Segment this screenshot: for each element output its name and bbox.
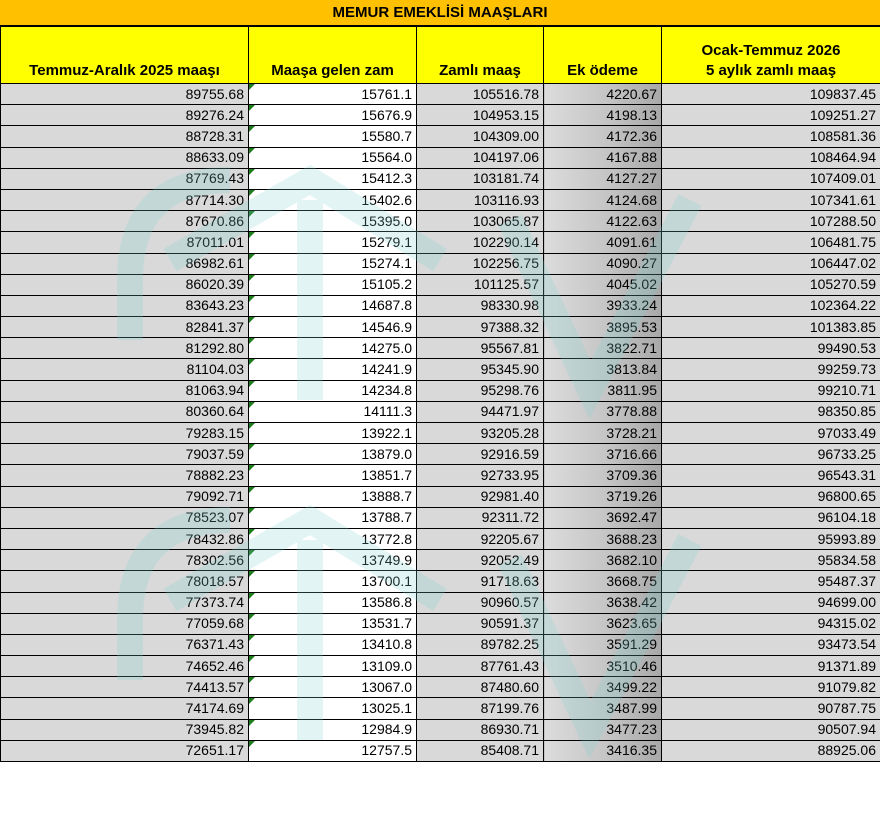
cell-zamli-maas[interactable]: 95345.90 [417, 359, 544, 380]
table-row [1, 253, 880, 274]
table-row [1, 677, 880, 698]
cell-zamli-maas[interactable]: 104309.00 [417, 126, 544, 147]
cell-ek-odeme[interactable]: 3477.23 [544, 719, 662, 740]
cell-ocak-temmuz-2026[interactable]: 96543.31 [662, 465, 880, 486]
table-row [1, 380, 880, 401]
cell-ocak-temmuz-2026[interactable]: 107341.61 [662, 189, 880, 210]
table-row [1, 613, 880, 634]
cell-zamli-maas[interactable]: 92052.49 [417, 550, 544, 571]
cell-ocak-temmuz-2026[interactable]: 96104.18 [662, 507, 880, 528]
cell-ocak-temmuz-2026[interactable]: 102364.22 [662, 295, 880, 316]
cell-maasa-gelen-zam[interactable]: 12757.5 [249, 740, 417, 761]
cell-temmuz-aralik-2025[interactable]: 89276.24 [1, 105, 249, 126]
cell-maasa-gelen-zam[interactable]: 14546.9 [249, 317, 417, 338]
cell-ocak-temmuz-2026[interactable]: 106481.75 [662, 232, 880, 253]
cell-ek-odeme[interactable]: 4172.36 [544, 126, 662, 147]
table-row [1, 295, 880, 316]
table-row [1, 317, 880, 338]
cell-ek-odeme[interactable]: 4090.27 [544, 253, 662, 274]
cell-ek-odeme[interactable]: 3688.23 [544, 528, 662, 549]
cell-temmuz-aralik-2025[interactable]: 81292.80 [1, 338, 249, 359]
table-row [1, 571, 880, 592]
cell-zamli-maas[interactable]: 102256.75 [417, 253, 544, 274]
cell-ocak-temmuz-2026[interactable]: 91079.82 [662, 677, 880, 698]
cell-temmuz-aralik-2025[interactable]: 80360.64 [1, 401, 249, 422]
cell-temmuz-aralik-2025[interactable]: 77059.68 [1, 613, 249, 634]
cell-temmuz-aralik-2025[interactable]: 88633.09 [1, 147, 249, 168]
cell-ek-odeme[interactable]: 4198.13 [544, 105, 662, 126]
cell-zamli-maas[interactable]: 103181.74 [417, 168, 544, 189]
cell-temmuz-aralik-2025[interactable]: 72651.17 [1, 740, 249, 761]
cell-zamli-maas[interactable]: 101125.57 [417, 274, 544, 295]
column-header-maasa-gelen-zam: Maaşa gelen zam [249, 27, 417, 84]
cell-zamli-maas[interactable]: 87199.76 [417, 698, 544, 719]
cell-zamli-maas[interactable]: 94471.97 [417, 401, 544, 422]
cell-ek-odeme[interactable]: 3728.21 [544, 423, 662, 444]
cell-zamli-maas[interactable]: 91718.63 [417, 571, 544, 592]
column-header-zamli-maas: Zamlı maaş [417, 27, 544, 84]
table-row [1, 465, 880, 486]
table-row [1, 740, 880, 761]
cell-zamli-maas[interactable]: 102290.14 [417, 232, 544, 253]
cell-maasa-gelen-zam[interactable]: 14234.8 [249, 380, 417, 401]
cell-maasa-gelen-zam[interactable]: 15274.1 [249, 253, 417, 274]
table-row [1, 698, 880, 719]
cell-temmuz-aralik-2025[interactable]: 87769.43 [1, 168, 249, 189]
cell-temmuz-aralik-2025[interactable]: 82841.37 [1, 317, 249, 338]
cell-ek-odeme[interactable]: 3591.29 [544, 634, 662, 655]
cell-ek-odeme[interactable]: 4220.67 [544, 84, 662, 105]
cell-maasa-gelen-zam[interactable]: 13922.1 [249, 423, 417, 444]
cell-maasa-gelen-zam[interactable]: 15412.3 [249, 168, 417, 189]
cell-ocak-temmuz-2026[interactable]: 96733.25 [662, 444, 880, 465]
cell-ocak-temmuz-2026[interactable]: 98350.85 [662, 401, 880, 422]
cell-temmuz-aralik-2025[interactable]: 83643.23 [1, 295, 249, 316]
cell-ocak-temmuz-2026[interactable]: 101383.85 [662, 317, 880, 338]
cell-maasa-gelen-zam[interactable]: 13788.7 [249, 507, 417, 528]
cell-zamli-maas[interactable]: 87761.43 [417, 656, 544, 677]
cell-ocak-temmuz-2026[interactable]: 94699.00 [662, 592, 880, 613]
cell-temmuz-aralik-2025[interactable]: 86020.39 [1, 274, 249, 295]
cell-maasa-gelen-zam[interactable]: 15676.9 [249, 105, 417, 126]
table-row [1, 507, 880, 528]
cell-ek-odeme[interactable]: 3623.65 [544, 613, 662, 634]
table-row [1, 126, 880, 147]
cell-ek-odeme[interactable]: 3933.24 [544, 295, 662, 316]
table-row [1, 232, 880, 253]
cell-temmuz-aralik-2025[interactable]: 74652.46 [1, 656, 249, 677]
cell-maasa-gelen-zam[interactable]: 14111.3 [249, 401, 417, 422]
cell-ocak-temmuz-2026[interactable]: 99210.71 [662, 380, 880, 401]
cell-ek-odeme[interactable]: 3778.88 [544, 401, 662, 422]
cell-ocak-temmuz-2026[interactable]: 97033.49 [662, 423, 880, 444]
cell-ocak-temmuz-2026[interactable]: 95834.58 [662, 550, 880, 571]
cell-ek-odeme[interactable]: 3692.47 [544, 507, 662, 528]
cell-ocak-temmuz-2026[interactable]: 91371.89 [662, 656, 880, 677]
cell-zamli-maas[interactable]: 98330.98 [417, 295, 544, 316]
cell-maasa-gelen-zam[interactable]: 13586.8 [249, 592, 417, 613]
cell-maasa-gelen-zam[interactable]: 13888.7 [249, 486, 417, 507]
cell-zamli-maas[interactable]: 90591.37 [417, 613, 544, 634]
table-row [1, 168, 880, 189]
cell-temmuz-aralik-2025[interactable]: 78432.86 [1, 528, 249, 549]
cell-zamli-maas[interactable]: 85408.71 [417, 740, 544, 761]
cell-ek-odeme[interactable]: 4045.02 [544, 274, 662, 295]
column-header-ocak-temmuz-2026 [662, 27, 880, 84]
cell-temmuz-aralik-2025[interactable]: 87011.01 [1, 232, 249, 253]
cell-zamli-maas[interactable]: 95567.81 [417, 338, 544, 359]
cell-maasa-gelen-zam[interactable]: 15105.2 [249, 274, 417, 295]
table-row [1, 105, 880, 126]
cell-temmuz-aralik-2025[interactable]: 78018.57 [1, 571, 249, 592]
cell-ek-odeme[interactable]: 3719.26 [544, 486, 662, 507]
cell-ocak-temmuz-2026[interactable]: 93473.54 [662, 634, 880, 655]
cell-zamli-maas[interactable]: 92311.72 [417, 507, 544, 528]
table-row [1, 274, 880, 295]
table-row [1, 444, 880, 465]
cell-temmuz-aralik-2025[interactable]: 87714.30 [1, 189, 249, 210]
header-row [1, 27, 880, 84]
cell-temmuz-aralik-2025[interactable]: 78523.07 [1, 507, 249, 528]
cell-temmuz-aralik-2025[interactable]: 76371.43 [1, 634, 249, 655]
cell-ek-odeme[interactable]: 4167.88 [544, 147, 662, 168]
cell-ocak-temmuz-2026[interactable]: 96800.65 [662, 486, 880, 507]
salary-table [0, 26, 880, 762]
cell-ocak-temmuz-2026[interactable]: 107409.01 [662, 168, 880, 189]
column-header-line-2: 5 aylık zamlı maaş [705, 62, 837, 79]
cell-maasa-gelen-zam[interactable]: 13879.0 [249, 444, 417, 465]
cell-zamli-maas[interactable]: 92205.67 [417, 528, 544, 549]
cell-temmuz-aralik-2025[interactable]: 78302.56 [1, 550, 249, 571]
cell-temmuz-aralik-2025[interactable]: 81063.94 [1, 380, 249, 401]
cell-maasa-gelen-zam[interactable]: 13410.8 [249, 634, 417, 655]
cell-zamli-maas[interactable]: 105516.78 [417, 84, 544, 105]
cell-maasa-gelen-zam[interactable]: 15761.1 [249, 84, 417, 105]
cell-zamli-maas[interactable]: 92733.95 [417, 465, 544, 486]
cell-ocak-temmuz-2026[interactable]: 99490.53 [662, 338, 880, 359]
cell-maasa-gelen-zam[interactable]: 15402.6 [249, 189, 417, 210]
cell-zamli-maas[interactable]: 104953.15 [417, 105, 544, 126]
cell-maasa-gelen-zam[interactable]: 14241.9 [249, 359, 417, 380]
cell-ek-odeme[interactable]: 3487.99 [544, 698, 662, 719]
table-row [1, 719, 880, 740]
cell-ocak-temmuz-2026[interactable]: 106447.02 [662, 253, 880, 274]
table-row [1, 211, 880, 232]
cell-ocak-temmuz-2026[interactable]: 95487.37 [662, 571, 880, 592]
cell-zamli-maas[interactable]: 92916.59 [417, 444, 544, 465]
cell-ocak-temmuz-2026[interactable]: 108581.36 [662, 126, 880, 147]
cell-maasa-gelen-zam[interactable]: 13109.0 [249, 656, 417, 677]
cell-ek-odeme[interactable]: 3709.36 [544, 465, 662, 486]
cell-ek-odeme[interactable]: 3682.10 [544, 550, 662, 571]
cell-ocak-temmuz-2026[interactable]: 90787.75 [662, 698, 880, 719]
cell-ocak-temmuz-2026[interactable]: 99259.73 [662, 359, 880, 380]
table-row [1, 550, 880, 571]
cell-maasa-gelen-zam[interactable]: 15279.1 [249, 232, 417, 253]
cell-ocak-temmuz-2026[interactable]: 105270.59 [662, 274, 880, 295]
cell-maasa-gelen-zam[interactable]: 15564.0 [249, 147, 417, 168]
cell-temmuz-aralik-2025[interactable]: 79092.71 [1, 486, 249, 507]
table-row [1, 592, 880, 613]
cell-maasa-gelen-zam[interactable]: 13772.8 [249, 528, 417, 549]
cell-temmuz-aralik-2025[interactable]: 78882.23 [1, 465, 249, 486]
cell-ek-odeme[interactable]: 4122.63 [544, 211, 662, 232]
cell-temmuz-aralik-2025[interactable]: 73945.82 [1, 719, 249, 740]
table-row [1, 656, 880, 677]
table-row [1, 634, 880, 655]
table-row [1, 359, 880, 380]
cell-zamli-maas[interactable]: 103116.93 [417, 189, 544, 210]
table-row [1, 486, 880, 507]
cell-maasa-gelen-zam[interactable]: 13531.7 [249, 613, 417, 634]
cell-ocak-temmuz-2026[interactable]: 95993.89 [662, 528, 880, 549]
cell-maasa-gelen-zam[interactable]: 13067.0 [249, 677, 417, 698]
cell-ek-odeme[interactable]: 3716.66 [544, 444, 662, 465]
cell-temmuz-aralik-2025[interactable]: 89755.68 [1, 84, 249, 105]
cell-ek-odeme[interactable]: 3895.53 [544, 317, 662, 338]
table-row [1, 189, 880, 210]
cell-ek-odeme[interactable]: 4127.27 [544, 168, 662, 189]
table-row [1, 147, 880, 168]
cell-ek-odeme[interactable]: 3416.35 [544, 740, 662, 761]
cell-ek-odeme[interactable]: 4091.61 [544, 232, 662, 253]
cell-temmuz-aralik-2025[interactable]: 81104.03 [1, 359, 249, 380]
cell-ek-odeme[interactable]: 4124.68 [544, 189, 662, 210]
cell-ocak-temmuz-2026[interactable]: 107288.50 [662, 211, 880, 232]
cell-ocak-temmuz-2026[interactable]: 108464.94 [662, 147, 880, 168]
table-title: MEMUR EMEKLİSİ MAAŞLARI [0, 0, 880, 26]
cell-maasa-gelen-zam[interactable]: 12984.9 [249, 719, 417, 740]
cell-ocak-temmuz-2026[interactable]: 88925.06 [662, 740, 880, 761]
cell-maasa-gelen-zam[interactable]: 15580.7 [249, 126, 417, 147]
cell-zamli-maas[interactable]: 104197.06 [417, 147, 544, 168]
cell-ek-odeme[interactable]: 3510.46 [544, 656, 662, 677]
table-row [1, 84, 880, 105]
cell-temmuz-aralik-2025[interactable]: 74413.57 [1, 677, 249, 698]
cell-ocak-temmuz-2026[interactable]: 90507.94 [662, 719, 880, 740]
cell-temmuz-aralik-2025[interactable]: 87670.86 [1, 211, 249, 232]
cell-temmuz-aralik-2025[interactable]: 74174.69 [1, 698, 249, 719]
cell-zamli-maas[interactable]: 90960.57 [417, 592, 544, 613]
cell-temmuz-aralik-2025[interactable]: 86982.61 [1, 253, 249, 274]
cell-temmuz-aralik-2025[interactable]: 79283.15 [1, 423, 249, 444]
cell-maasa-gelen-zam[interactable]: 13749.9 [249, 550, 417, 571]
table-row [1, 423, 880, 444]
column-header-temmuz-aralik-2025: Temmuz-Aralık 2025 maaşı [1, 27, 249, 84]
cell-zamli-maas[interactable]: 89782.25 [417, 634, 544, 655]
cell-maasa-gelen-zam[interactable]: 14687.8 [249, 295, 417, 316]
cell-temmuz-aralik-2025[interactable]: 77373.74 [1, 592, 249, 613]
table-body [1, 84, 880, 762]
cell-zamli-maas[interactable]: 95298.76 [417, 380, 544, 401]
cell-ek-odeme[interactable]: 3811.95 [544, 380, 662, 401]
cell-maasa-gelen-zam[interactable]: 13851.7 [249, 465, 417, 486]
cell-ocak-temmuz-2026[interactable]: 109837.45 [662, 84, 880, 105]
cell-zamli-maas[interactable]: 103065.87 [417, 211, 544, 232]
cell-ek-odeme[interactable]: 3499.22 [544, 677, 662, 698]
cell-zamli-maas[interactable]: 86930.71 [417, 719, 544, 740]
table-row [1, 401, 880, 422]
column-header-ek-odeme: Ek ödeme [544, 27, 662, 84]
cell-ek-odeme[interactable]: 3668.75 [544, 571, 662, 592]
cell-maasa-gelen-zam[interactable]: 14275.0 [249, 338, 417, 359]
cell-ocak-temmuz-2026[interactable]: 94315.02 [662, 613, 880, 634]
cell-temmuz-aralik-2025[interactable]: 79037.59 [1, 444, 249, 465]
cell-ocak-temmuz-2026[interactable]: 109251.27 [662, 105, 880, 126]
table-row [1, 528, 880, 549]
cell-maasa-gelen-zam[interactable]: 13700.1 [249, 571, 417, 592]
cell-zamli-maas[interactable]: 97388.32 [417, 317, 544, 338]
cell-maasa-gelen-zam[interactable]: 13025.1 [249, 698, 417, 719]
cell-temmuz-aralik-2025[interactable]: 88728.31 [1, 126, 249, 147]
cell-zamli-maas[interactable]: 87480.60 [417, 677, 544, 698]
cell-ek-odeme[interactable]: 3638.42 [544, 592, 662, 613]
cell-ek-odeme[interactable]: 3822.71 [544, 338, 662, 359]
cell-maasa-gelen-zam[interactable]: 15395.0 [249, 211, 417, 232]
column-header-line-1: Ocak-Temmuz 2026 [701, 42, 841, 59]
cell-zamli-maas[interactable]: 93205.28 [417, 423, 544, 444]
cell-zamli-maas[interactable]: 92981.40 [417, 486, 544, 507]
cell-ek-odeme[interactable]: 3813.84 [544, 359, 662, 380]
table-row [1, 338, 880, 359]
